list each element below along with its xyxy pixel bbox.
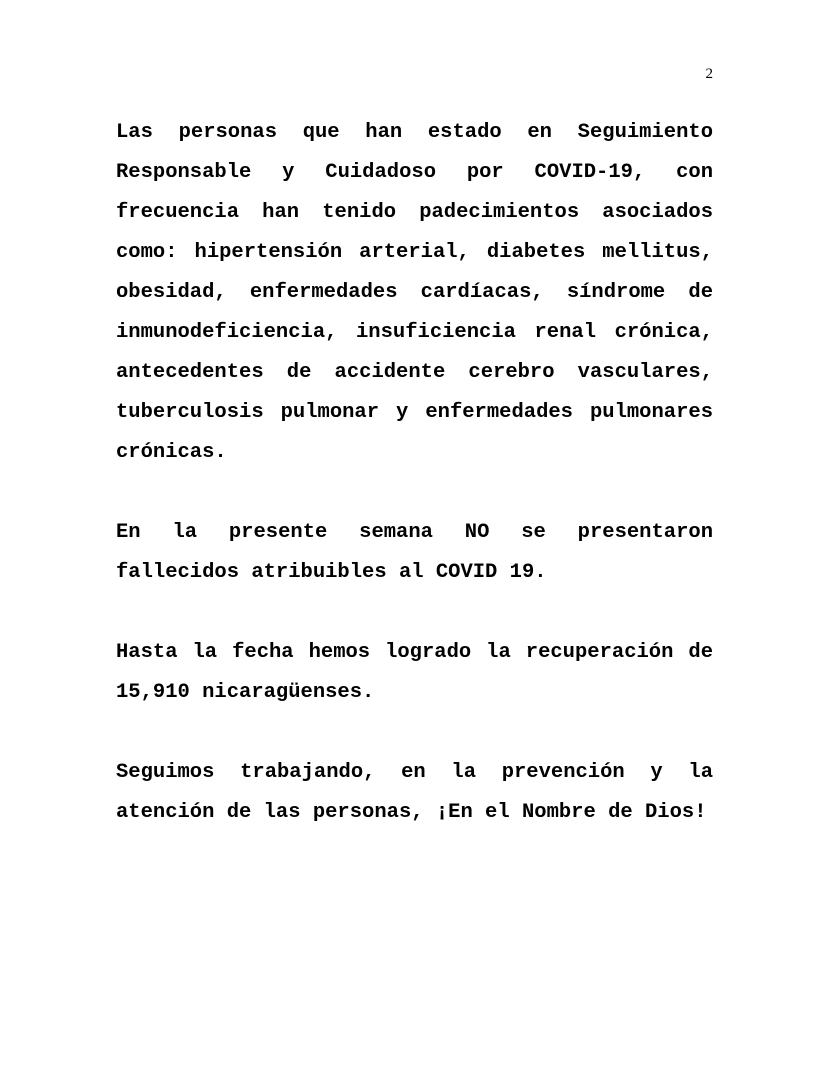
document-body (116, 113, 713, 833)
paragraph-deaths: En la presente semana NO se presentaron fallecidos atribuibles al COVID 19. (116, 521, 713, 584)
page-number: 2 (705, 66, 713, 82)
paragraph-closing: Seguimos trabajando, en la prevención y la atención de las personas, ¡En el Nombre de Dios! (116, 761, 713, 824)
paragraph-recoveries: Hasta la fecha hemos logrado la recuperación de 15,910 nicaragüenses. (116, 641, 713, 704)
paragraph-comorbidities: Las personas que han estado en Seguimiento Responsable y Cuidadoso por COVID-19, con frecuencia han tenido padecimientos asociados como: hipertensión arterial, diabetes mellitus, obesidad, enfermedades cardíacas, síndrome de inmunodeficiencia, insuficiencia renal crónica, antecedentes de accidente cerebro vasculares, tuberculosis pulmonar y enfermedades pulmonares crónicas. (116, 121, 713, 464)
